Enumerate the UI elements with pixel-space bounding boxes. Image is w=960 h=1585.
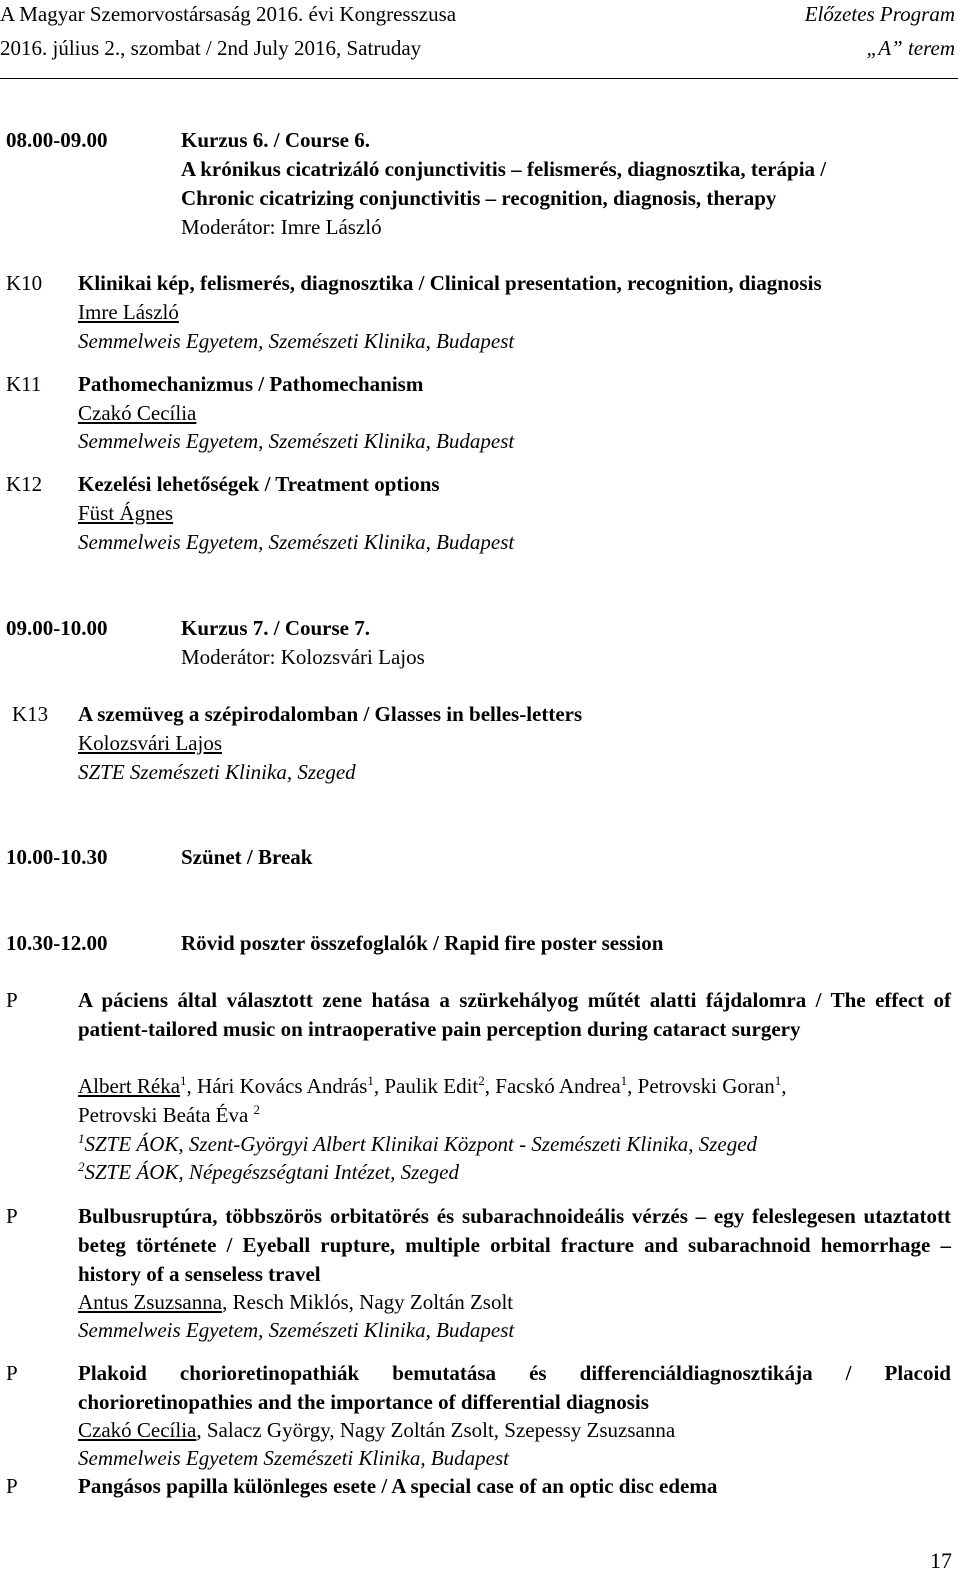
poster-title: Plakoid chorioretinopathiák bemutatása és differenciáldiagnosztikája / Placoid chorioretinopathies and the importance of differential diagnosis: [78, 1361, 951, 1414]
talk-author: Czakó Cecília: [78, 401, 197, 425]
talk-author: Kolozsvári Lajos: [78, 731, 223, 755]
running-header-top: [0, 0, 960, 30]
congress-title: A Magyar Szemorvostársaság 2016. évi Kongresszusa: [0, 2, 457, 26]
affiliation-mark: 1: [180, 1073, 187, 1088]
session-title: Kurzus 6. / Course 6.: [181, 128, 370, 152]
talk-affiliation: Semmelweis Egyetem, Szemészeti Klinika, Budapest: [78, 329, 515, 353]
poster-affiliation: [78, 1158, 459, 1187]
affiliation-mark: 1: [367, 1073, 374, 1088]
poster-authors: [78, 1416, 675, 1445]
affiliation-mark: 1: [774, 1073, 782, 1088]
session-time: 08.00-09.00: [6, 128, 108, 152]
session-time: 10.30-12.00: [6, 931, 108, 955]
talk-author: Füst Ágnes: [78, 501, 174, 525]
poster-first-author: Albert Réka: [78, 1074, 181, 1098]
session-time: 09.00-10.00: [6, 616, 108, 640]
poster-author: Petrovski Goran: [637, 1074, 775, 1098]
talk-code: K10: [6, 271, 43, 295]
talk-affiliation: SZTE Szemészeti Klinika, Szeged: [78, 760, 356, 784]
talk-affiliation: Semmelweis Egyetem, Szemészeti Klinika, Budapest: [78, 429, 515, 453]
affiliation-mark: 1: [78, 1131, 85, 1146]
affiliation-mark: 1: [620, 1073, 628, 1088]
program-label: Előzetes Program: [804, 2, 955, 26]
session-moderator: Moderátor: Kolozsvári Lajos: [181, 645, 425, 669]
affiliation-mark: 2: [253, 1102, 261, 1117]
talk-code: K11: [6, 372, 42, 396]
poster-code: P: [6, 1361, 18, 1385]
affiliation-text: SZTE ÁOK, Szent-Györgyi Albert Klinikai Központ - Szemészeti Klinika, Szeged: [84, 1132, 758, 1156]
session-title: Rövid poszter összefoglalók / Rapid fire poster session: [181, 931, 664, 955]
poster-author: Facskó Andrea: [495, 1074, 621, 1098]
poster-affiliation: [78, 1130, 757, 1159]
poster-authors: [78, 1288, 513, 1317]
poster-author: Paulik Edit: [384, 1074, 479, 1098]
session-subtitle-en: Chronic cicatrizing conjunctivitis – recognition, diagnosis, therapy: [181, 186, 777, 210]
break-title: Szünet / Break: [181, 845, 313, 869]
room-label: „A” terem: [866, 36, 955, 60]
talk-code: K13: [12, 702, 49, 726]
talk-title: Klinikai kép, felismerés, diagnosztika / Clinical presentation, recognition, diagnosis: [78, 271, 822, 295]
poster-affiliation: Semmelweis Egyetem, Szemészeti Klinika, Budapest: [78, 1318, 515, 1342]
poster-authors: Albert Réka$^1$, Hári Kovács András$^1$, Paulik Edit$^2$, Facskó Andrea$^1$, Petrovski Goran$^1$,: [78, 1073, 787, 1098]
page-number: 17: [930, 1548, 952, 1573]
poster-affiliation: Semmelweis Egyetem Szemészeti Klinika, Budapest: [78, 1446, 509, 1470]
poster-first-author: Antus Zsuzsanna: [78, 1290, 223, 1314]
break-time: 10.00-10.30: [6, 845, 108, 869]
session-title: Kurzus 7. / Course 7.: [181, 616, 370, 640]
poster-code: P: [6, 1474, 18, 1498]
talk-author: Imre László: [78, 300, 179, 324]
poster-author: Petrovski Beáta Éva: [78, 1103, 249, 1127]
affiliation-mark: 2: [478, 1073, 485, 1088]
poster-title: A páciens által választott zene hatása a szürkehályog műtét alatti fájdalomra / The effect of patient-tailored music on intraoperative pain perception during cataract surgery: [78, 988, 951, 1041]
poster-code: P: [6, 988, 18, 1012]
session-moderator: Moderátor: Imre László: [181, 215, 382, 239]
talk-title: Kezelési lehetőségek / Treatment options: [78, 472, 440, 496]
poster-authors-cont: [78, 1101, 260, 1130]
running-header-bottom: [0, 32, 960, 64]
affiliation-text: SZTE ÁOK, Népegészségtani Intézet, Szeged: [84, 1160, 459, 1184]
poster-title: Bulbusruptúra, többszörös orbitatörés és subarachnoideális vérzés – egy feleslegesen utaztatott beteg története / Eyeball rupture, multiple orbital fracture and subarachnoid hemorrhage – history of a senseless travel: [78, 1204, 951, 1286]
poster-code: P: [6, 1204, 18, 1228]
poster-title: Pangásos papilla különleges esete / A special case of an optic disc edema: [78, 1474, 718, 1498]
poster-coauthors: , Resch Miklós, Nagy Zoltán Zsolt: [222, 1290, 514, 1314]
poster-coauthors: , Salacz György, Nagy Zoltán Zsolt, Szepessy Zsuzsanna: [196, 1418, 676, 1442]
poster-author: Hári Kovács András: [197, 1074, 368, 1098]
talk-title: A szemüveg a szépirodalomban / Glasses in belles-letters: [78, 702, 583, 726]
talk-affiliation: Semmelweis Egyetem, Szemészeti Klinika, Budapest: [78, 530, 515, 554]
affiliation-mark: 2: [78, 1159, 85, 1174]
talk-title: Pathomechanizmus / Pathomechanism: [78, 372, 424, 396]
date-line: 2016. július 2., szombat / 2nd July 2016, Satruday: [0, 36, 422, 60]
talk-code: K12: [6, 472, 43, 496]
session-subtitle-hu: A krónikus cicatrizáló conjunctivitis – felismerés, diagnosztika, terápia /: [181, 157, 827, 181]
header-divider: [0, 78, 958, 79]
poster-first-author: Czakó Cecília: [78, 1418, 197, 1442]
